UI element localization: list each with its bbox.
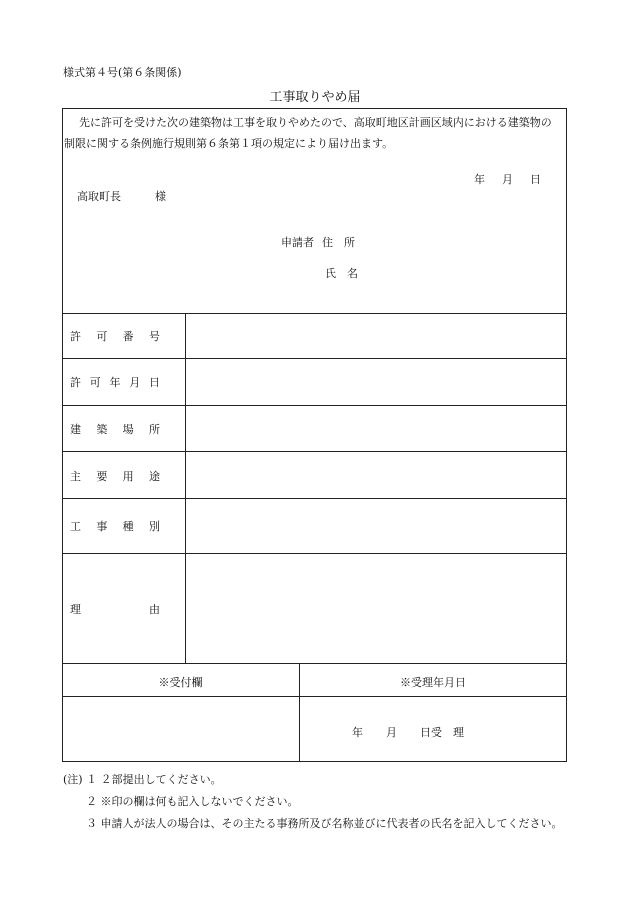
divider <box>62 498 567 499</box>
row-main-use-label: 主 要 用 途 <box>70 470 160 483</box>
row-permit-number-label: 許 可 番 号 <box>70 330 160 343</box>
date-year: 年 <box>474 173 485 186</box>
row-building-location-label: 建 築 場 所 <box>70 423 160 436</box>
date-month: 月 <box>502 173 513 186</box>
received-day: 日受 理 <box>420 726 464 739</box>
received-year: 年 <box>352 726 363 739</box>
divider <box>62 451 567 452</box>
note-3: ３ 申請人が法人の場合は、その主たる事務所及び名称並びに代表者の氏名を記入してください。 <box>86 817 563 830</box>
row-work-type-label: 工 事 種 別 <box>70 520 160 533</box>
applicant-name-label: 氏 名 <box>325 267 358 280</box>
reception-column-header: ※受付欄 <box>158 676 203 689</box>
row-reason-label: 理 由 <box>70 603 160 616</box>
row-permit-date-label: 許 可 年 月 日 <box>70 376 160 389</box>
intro-line-1: 先に許可を受けた次の建築物は工事を取りやめたので、高取町地区計画区域内における建築物の <box>79 116 552 129</box>
divider <box>62 313 567 314</box>
date-day: 日 <box>530 173 541 186</box>
document-title: 工事取りやめ届 <box>269 90 361 105</box>
label-column-divider <box>185 313 186 663</box>
note-2: ２ ※印の欄は何も記入しないでください。 <box>86 795 299 808</box>
divider <box>62 553 567 554</box>
form-number: 様式第４号(第６条関係) <box>63 66 182 79</box>
acceptance-date-header: ※受理年月日 <box>400 676 466 689</box>
addressee-honorific: 様 <box>155 190 166 203</box>
addressee-name: 高取町長 <box>77 190 121 203</box>
divider <box>62 358 567 359</box>
intro-line-2: 制限に関する条例施行規則第６条第１項の規定により届け出ます。 <box>64 137 394 150</box>
divider <box>62 405 567 406</box>
applicant-address-label: 住 所 <box>322 236 355 249</box>
received-month: 月 <box>386 726 397 739</box>
divider <box>62 663 567 664</box>
divider <box>62 696 567 697</box>
applicant-label: 申請者 <box>281 236 314 249</box>
note-1: (注) １ ２部提出してください。 <box>63 773 222 786</box>
